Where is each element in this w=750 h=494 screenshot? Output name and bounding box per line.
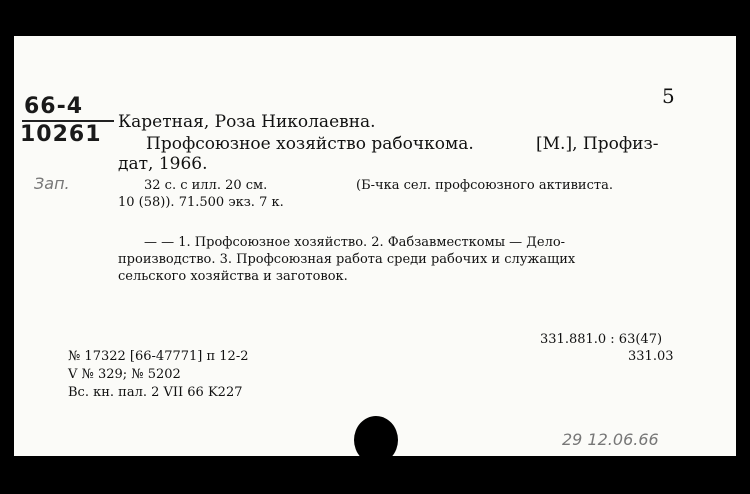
subjects-line-2: производство. 3. Профсоюзная работа среди рабочих и служащих xyxy=(118,252,576,267)
title-line-1: Профсоюзное хозяйство рабочкома. xyxy=(146,134,474,154)
physical-description: 32 с. с илл. 20 см. xyxy=(144,178,268,193)
registration-line-1: № 17322 [66-47771] п 12-2 xyxy=(68,349,249,364)
series-number-print-run: 10 (58)). 71.500 экз. 7 к. xyxy=(118,195,284,210)
title-line-2: дат, 1966. xyxy=(118,154,208,174)
catalog-card xyxy=(14,36,736,456)
faded-stamp-left: Зап. xyxy=(34,174,70,193)
handwritten-call-number-top: 66-4 xyxy=(24,94,84,119)
page-number: 5 xyxy=(662,84,675,108)
publisher: [М.], Профиз- xyxy=(536,134,659,154)
registration-line-3: Вс. кн. пал. 2 VII 66 K227 xyxy=(68,385,243,400)
faded-stamp-bottom: 29 12.06.66 xyxy=(562,430,659,449)
subjects-line-1: — — 1. Профсоюзное хозяйство. 2. Фабзавместкомы — Дело- xyxy=(144,235,566,250)
registration-line-2: V № 329; № 5202 xyxy=(68,367,181,382)
udc-classification-2: 331.03 xyxy=(628,349,674,364)
udc-classification-1: 331.881.0 : 63(47) xyxy=(540,332,663,347)
author-heading: Каретная, Роза Николаевна. xyxy=(118,112,376,132)
punch-hole xyxy=(354,416,398,464)
handwritten-call-number-bottom: 10261 xyxy=(20,122,102,147)
series-statement: (Б-чка сел. профсоюзного активиста. xyxy=(356,178,613,193)
subjects-line-3: сельского хозяйства и заготовок. xyxy=(118,269,348,284)
